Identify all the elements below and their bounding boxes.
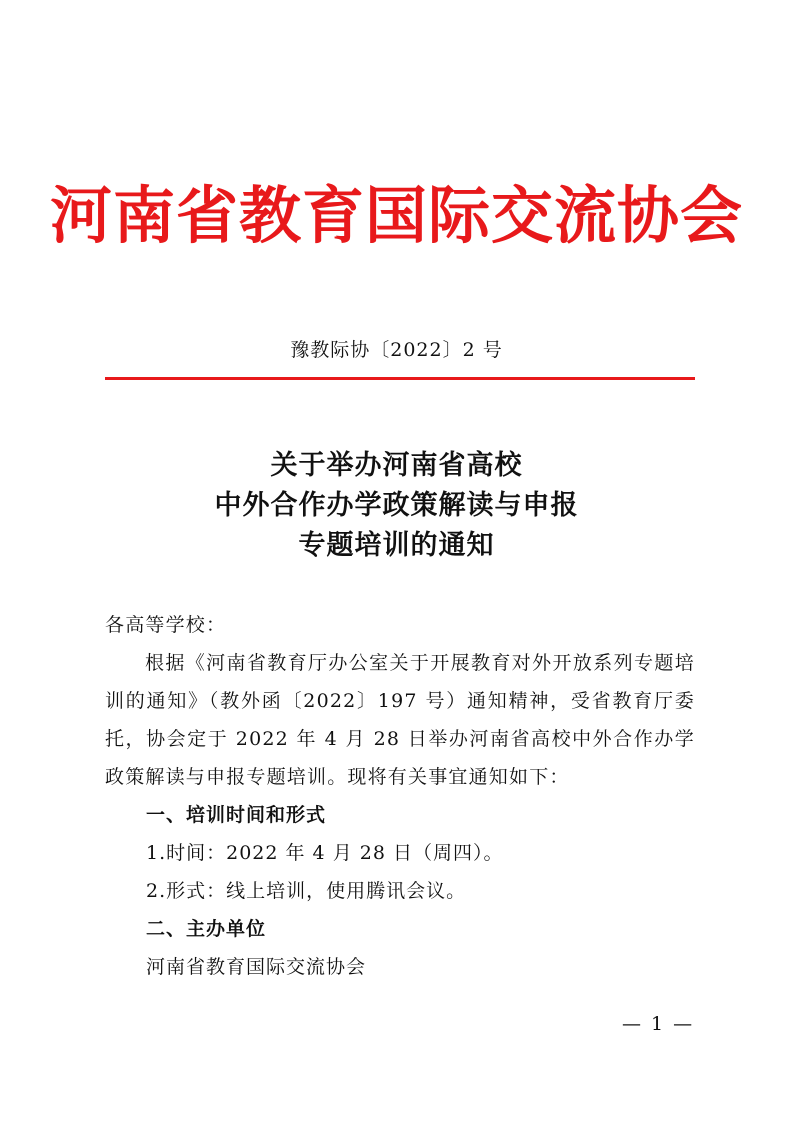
notice-title-line-1: 关于举办河南省高校 — [270, 450, 523, 481]
training-format-item: 2.形式：线上培训，使用腾讯会议。 — [146, 880, 467, 902]
red-divider-rule — [105, 377, 695, 380]
section-heading-training-time-format: 一、培训时间和形式 — [146, 804, 327, 826]
notice-title-line-2: 中外合作办学政策解读与申报 — [214, 490, 579, 521]
letterhead-org-name: 河南省教育国际交流协会 — [49, 179, 743, 252]
page-number: — 1 — — [622, 1013, 695, 1035]
organizer-name: 河南省教育国际交流协会 — [146, 956, 367, 978]
training-time-item: 1.时间：2022 年 4 月 28 日（周四）。 — [146, 842, 504, 864]
salutation: 各高等学校： — [105, 614, 227, 636]
intro-paragraph: 根据《河南省教育厅办公室关于开展教育对外开放系列专题培训的通知》（教外函〔2022〕197 号）通知精神，受省教育厅委托，协会定于 2022 年 4 月 28 日举办河南省高校中外合作办学政策解读与申报专题培训。现将有关事宜通知如下： — [105, 652, 695, 788]
notice-title-line-3: 专题培训的通知 — [298, 530, 495, 561]
notice-title — [0, 446, 793, 566]
section-heading-organizer: 二、主办单位 — [146, 918, 267, 940]
document-number: 豫教际协〔2022〕2 号 — [290, 339, 503, 361]
